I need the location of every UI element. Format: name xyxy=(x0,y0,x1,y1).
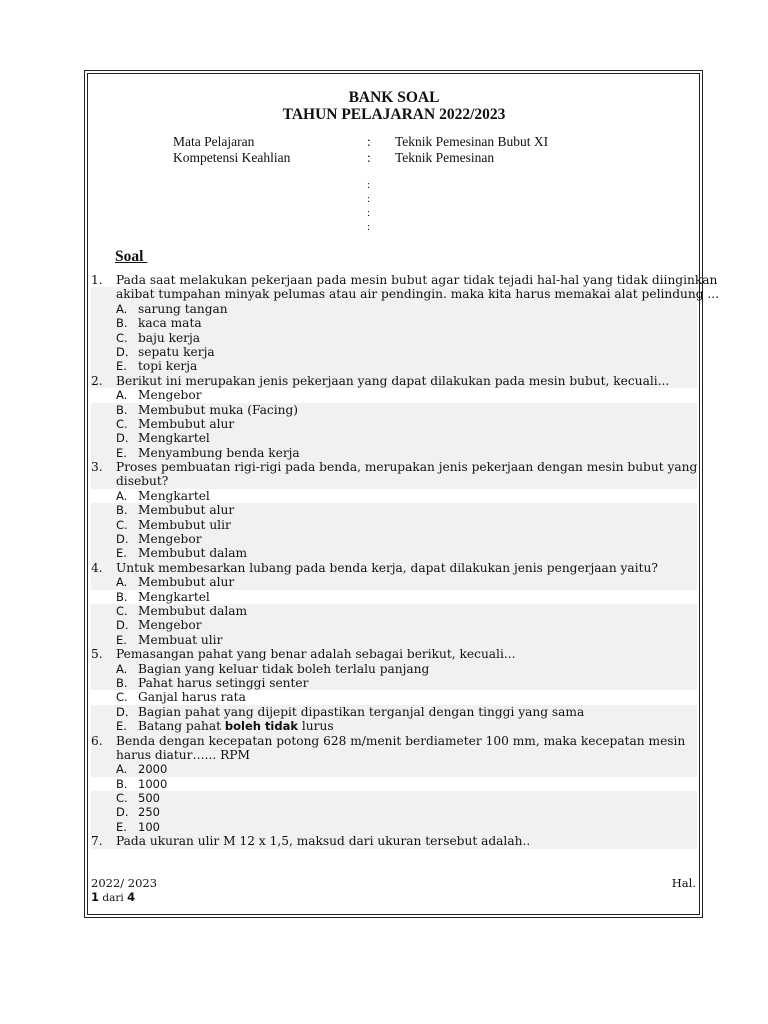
option-letter: A. xyxy=(116,388,128,403)
option-letter: B. xyxy=(116,776,128,791)
option-letter: E. xyxy=(116,632,127,647)
option-text-post: lurus xyxy=(298,719,334,734)
answer-option xyxy=(91,719,697,733)
option-text-pre: Batang pahat xyxy=(138,719,225,734)
answer-option xyxy=(91,302,697,316)
option-text: Membubut muka (Facing) xyxy=(138,402,299,417)
option-text: 250 xyxy=(138,805,160,820)
option-text: Mengebor xyxy=(138,618,202,633)
question-number: 1. xyxy=(91,273,103,287)
question-text: akibat tumpahan minyak pelumas atau air pendingin. maka kita harus memakai alat pelindung ... xyxy=(116,287,720,302)
question-number: 7. xyxy=(91,834,103,849)
option-text: Membubut dalam xyxy=(138,546,248,561)
answer-option xyxy=(91,690,697,704)
option-text: Bagian pahat yang dijepit dipastikan terganjal dengan tinggi yang sama xyxy=(138,704,585,719)
question-text: Berikut ini merupakan jenis pekerjaan yang dapat dilakukan pada mesin bubut, kecuali... xyxy=(116,373,670,388)
option-text xyxy=(138,719,334,733)
question-text: Benda dengan kecepatan potong 628 m/menit berdiameter 100 mm, maka kecepatan mesin xyxy=(116,733,686,748)
option-letter: C. xyxy=(116,330,128,345)
option-letter: A. xyxy=(116,762,128,777)
option-letter: E. xyxy=(116,819,127,834)
question-text: Proses pembuatan rigi-rigi pada benda, merupakan jenis pekerjaan dengan mesin bubut yang xyxy=(116,460,698,475)
document-subtitle: TAHUN PELAJARAN 2022/2023 xyxy=(282,106,506,123)
document-title: BANK SOAL xyxy=(348,89,440,106)
answer-option xyxy=(91,633,697,647)
answer-option xyxy=(91,359,697,373)
option-text: sarung tangan xyxy=(138,301,228,316)
colon: : xyxy=(367,179,371,191)
section-heading: Soal xyxy=(115,248,148,265)
question-list xyxy=(91,273,720,849)
meta-value: Teknik Pemesinan xyxy=(395,149,495,165)
question-number: 4. xyxy=(91,560,103,575)
colon: : xyxy=(367,207,371,219)
question-number: 3. xyxy=(91,460,103,475)
answer-option xyxy=(91,791,697,805)
option-text: Bagian yang keluar tidak boleh terlalu panjang xyxy=(138,661,430,676)
option-text: Menyambung benda kerja xyxy=(138,445,300,460)
question-line xyxy=(91,734,697,748)
option-letter: D. xyxy=(116,618,129,633)
answer-option xyxy=(91,403,697,417)
question-text: disebut? xyxy=(116,474,169,489)
option-text-bold: boleh tidak xyxy=(224,719,299,734)
option-text: Mengkartel xyxy=(138,431,210,446)
document-header xyxy=(90,89,698,123)
question-line xyxy=(91,273,718,287)
question-line xyxy=(91,748,697,762)
option-text: 1000 xyxy=(138,776,168,791)
answer-option xyxy=(91,805,697,819)
answer-option xyxy=(91,662,697,676)
answer-option xyxy=(91,446,697,460)
answer-option xyxy=(91,820,697,834)
option-text: Membubut ulir xyxy=(138,517,231,532)
option-letter: B. xyxy=(116,503,128,518)
meta-colon: : xyxy=(367,134,371,149)
option-letter: E. xyxy=(116,445,127,460)
option-letter: E. xyxy=(116,719,127,734)
option-letter: A. xyxy=(116,488,128,503)
option-text: Membubut alur xyxy=(138,416,235,431)
footer-year: 2022/ 2023 xyxy=(91,876,158,890)
question-line xyxy=(91,647,697,661)
answer-option xyxy=(91,532,697,546)
question-text: Pada saat melakukan pekerjaan pada mesin bubut agar tidak tejadi hal-hal yang tidak diinginkan xyxy=(116,273,718,287)
option-letter: A. xyxy=(116,661,128,676)
meta-label: Kompetensi Keahlian xyxy=(173,149,291,165)
option-text: Membubut alur xyxy=(138,503,235,518)
option-letter: D. xyxy=(116,532,129,547)
option-text: 2000 xyxy=(138,762,168,777)
question-line xyxy=(91,460,697,474)
page-current: 1 xyxy=(91,890,100,904)
option-letter: C. xyxy=(116,517,128,532)
footer-left xyxy=(91,876,157,905)
answer-option xyxy=(91,590,697,604)
page-total: 4 xyxy=(127,890,136,904)
option-letter: C. xyxy=(116,791,128,806)
question-text: Untuk membesarkan lubang pada benda kerja, dapat dilakukan jenis pengerjaan yaitu? xyxy=(116,560,658,575)
footer-hal: Hal. xyxy=(671,876,696,890)
option-letter: B. xyxy=(116,316,128,331)
option-text: Membubut alur xyxy=(138,575,235,590)
answer-option xyxy=(91,331,697,345)
question-text: Pada ukuran ulir M 12 x 1,5, maksud dari ukuran tersebut adalah.. xyxy=(116,834,531,849)
question-line xyxy=(91,287,720,302)
option-text: 100 xyxy=(138,819,160,834)
option-text: Mengkartel xyxy=(138,488,210,503)
answer-option xyxy=(91,546,697,560)
option-text: Ganjal harus rata xyxy=(138,690,246,705)
option-letter: B. xyxy=(116,402,128,417)
option-text: Mengebor xyxy=(138,388,202,403)
answer-option xyxy=(91,618,697,632)
option-text: topi kerja xyxy=(138,359,198,374)
question-line xyxy=(91,561,697,575)
option-letter: D. xyxy=(116,431,129,446)
answer-option xyxy=(91,316,697,330)
question-line xyxy=(91,834,697,848)
option-letter: A. xyxy=(116,301,128,316)
answer-option xyxy=(91,417,697,431)
option-text: Membuat ulir xyxy=(138,632,223,647)
option-text: Membubut dalam xyxy=(138,603,248,618)
colon: : xyxy=(367,221,371,233)
option-text: 500 xyxy=(138,791,160,806)
answer-option xyxy=(91,518,697,532)
option-letter: B. xyxy=(116,675,128,690)
option-letter: A. xyxy=(116,575,128,590)
question-line xyxy=(91,474,697,488)
option-text: kaca mata xyxy=(138,316,202,331)
question-number: 5. xyxy=(91,647,103,662)
option-text: sepatu kerja xyxy=(138,344,215,359)
answer-option xyxy=(91,676,697,690)
option-letter: C. xyxy=(116,603,128,618)
option-letter: C. xyxy=(116,416,128,431)
page-indicator xyxy=(91,890,157,905)
question-text: harus diatur…... RPM xyxy=(116,747,250,762)
question-text: Pemasangan pahat yang benar adalah sebagai berikut, kecuali... xyxy=(116,647,516,662)
answer-option xyxy=(91,503,697,517)
answer-option xyxy=(91,762,697,776)
answer-option xyxy=(91,575,697,589)
question-number: 6. xyxy=(91,733,103,748)
answer-option xyxy=(91,604,697,618)
option-letter: C. xyxy=(116,690,128,705)
option-letter: D. xyxy=(116,805,129,820)
meta-value: Teknik Pemesinan Bubut XI xyxy=(395,134,549,149)
option-text: Mengkartel xyxy=(138,589,210,604)
option-letter: E. xyxy=(116,359,127,374)
answer-option xyxy=(91,705,697,719)
question-number: 2. xyxy=(91,373,103,388)
blank-meta-colons xyxy=(367,178,370,234)
meta-label: Mata Pelajaran xyxy=(173,134,255,149)
option-text: Mengebor xyxy=(138,532,202,547)
answer-option xyxy=(91,345,697,359)
question-line xyxy=(91,374,697,388)
answer-option xyxy=(91,431,697,445)
answer-option xyxy=(91,777,697,791)
colon: : xyxy=(367,193,371,205)
option-letter: E. xyxy=(116,546,127,561)
answer-option xyxy=(91,388,697,402)
option-text: baju kerja xyxy=(138,330,201,345)
option-text: Pahat harus setinggi senter xyxy=(138,675,309,690)
option-letter: D. xyxy=(116,704,129,719)
page-of: dari xyxy=(99,892,128,904)
option-letter: D. xyxy=(116,344,129,359)
meta-colon: : xyxy=(367,149,371,165)
answer-option xyxy=(91,489,697,503)
option-letter: B. xyxy=(116,589,128,604)
